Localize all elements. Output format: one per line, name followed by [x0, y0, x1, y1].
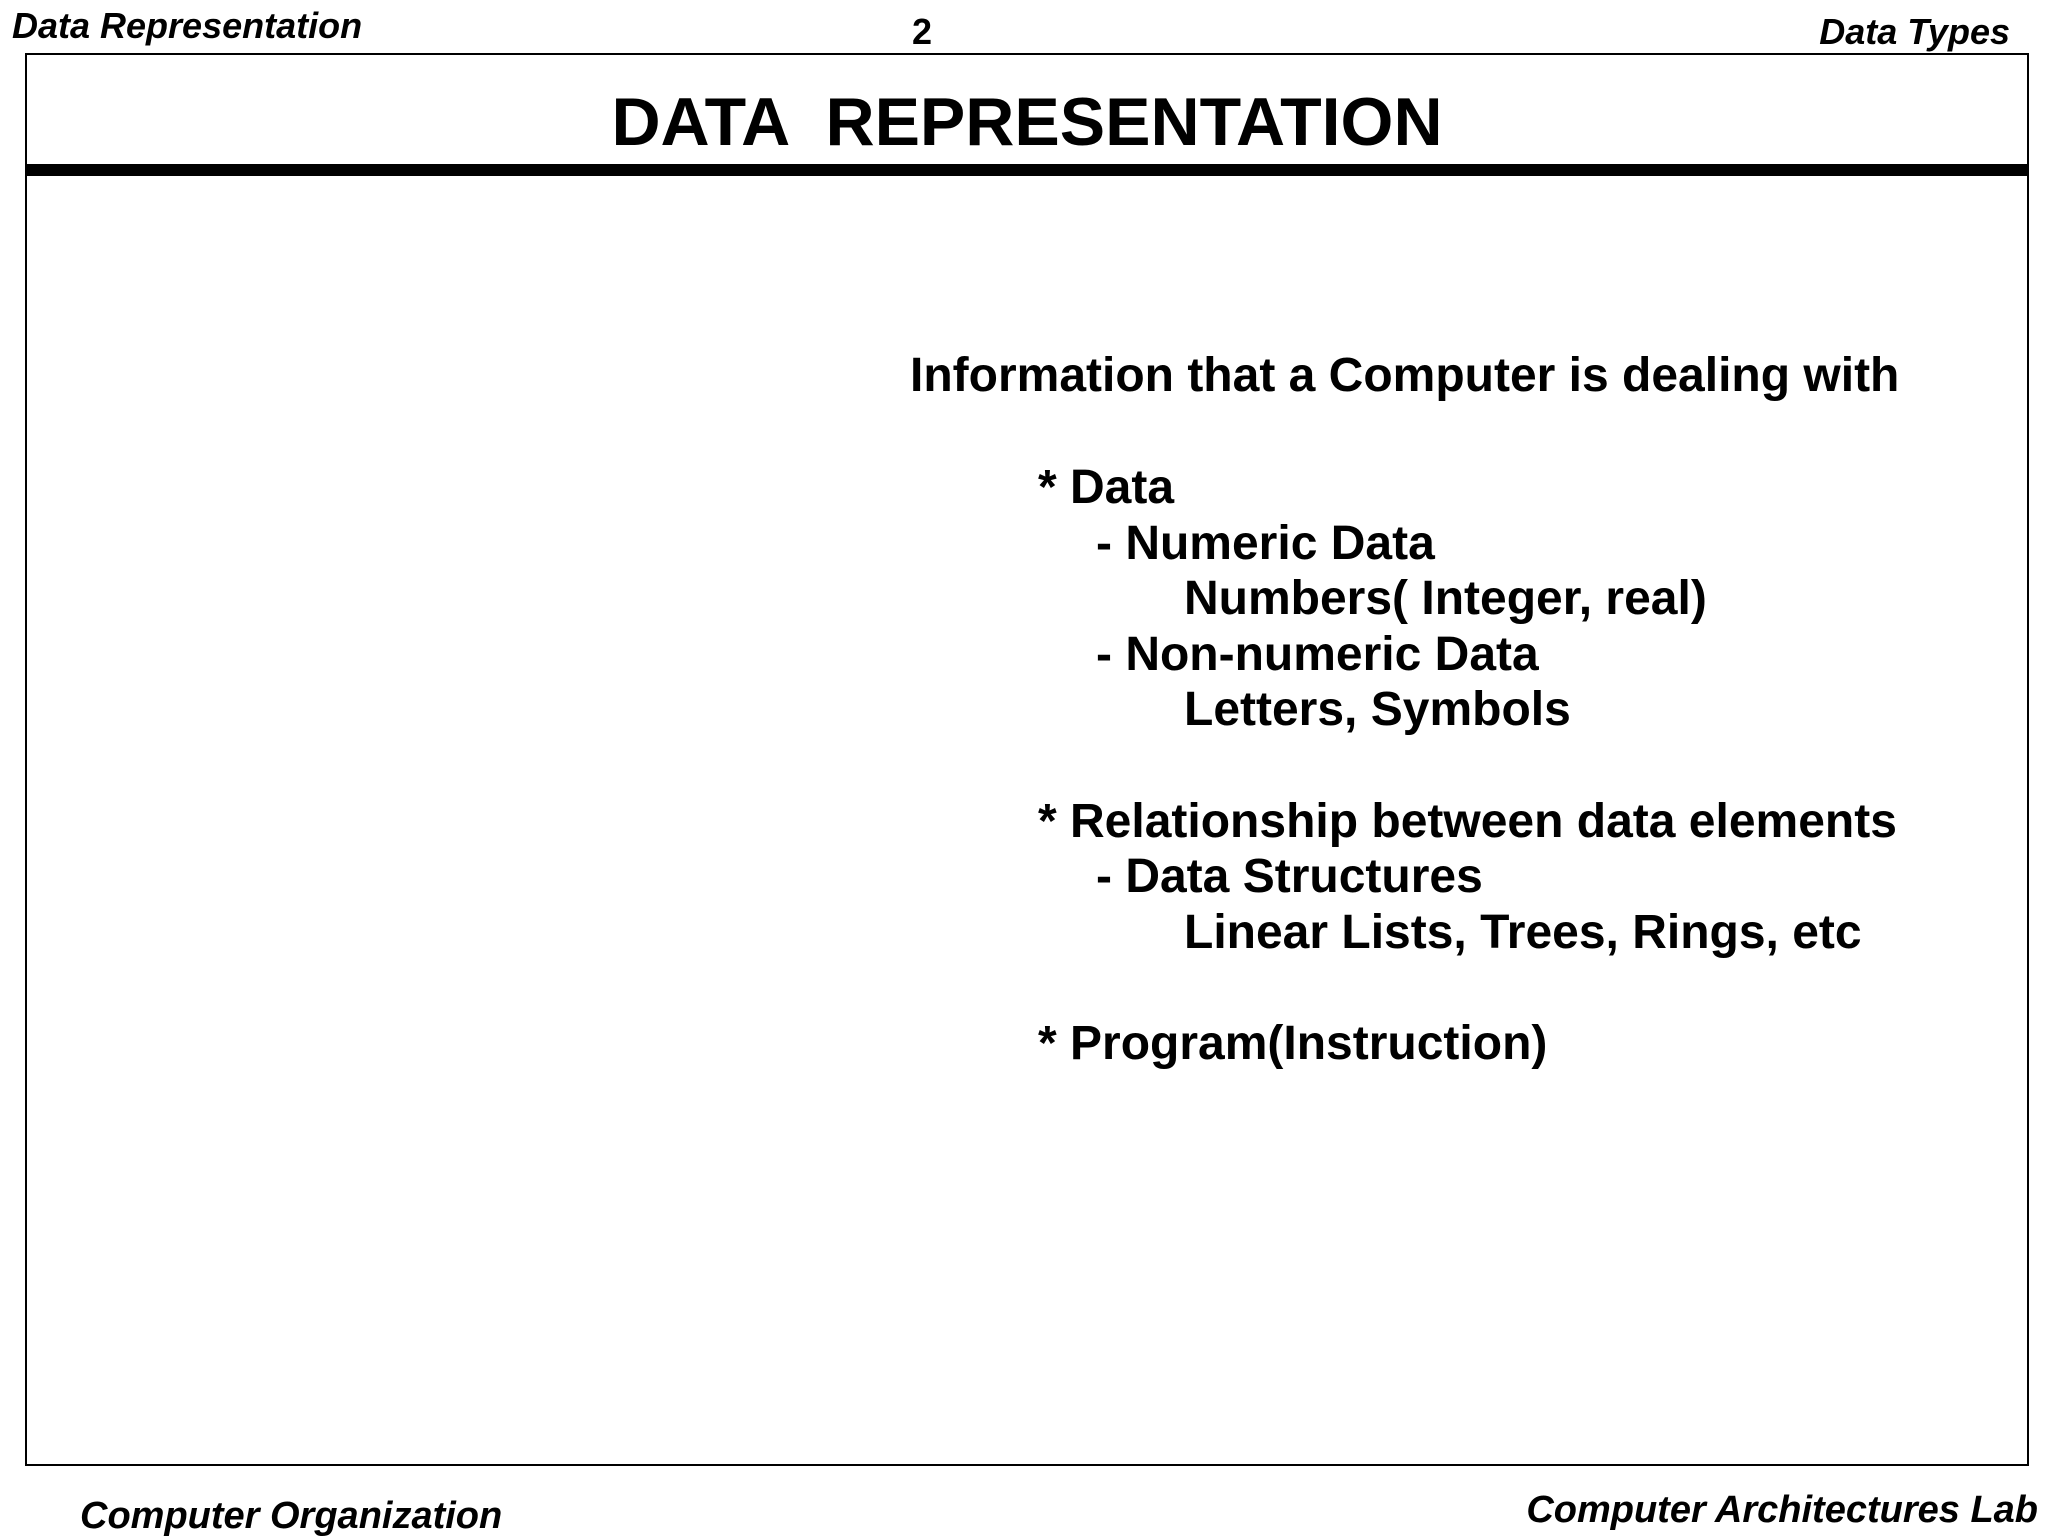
spacer — [1038, 738, 1897, 794]
content-outline — [1038, 460, 1897, 1072]
sub-bullet-numeric-data: - Numeric Data — [1096, 516, 1435, 570]
intro-line: Information that a Computer is dealing with — [910, 349, 1900, 402]
sub-bullet-non-numeric-data: - Non-numeric Data — [1096, 627, 1539, 681]
detail-structures: Linear Lists, Trees, Rings, etc — [1184, 905, 1862, 959]
bullet-data: * Data — [1038, 461, 1175, 514]
slide-title: DATA REPRESENTATION — [611, 84, 1443, 160]
detail-letters-symbols: Letters, Symbols — [1184, 683, 1571, 737]
spacer — [1038, 960, 1897, 1016]
footer-right-title: Computer Architectures Lab — [1526, 1489, 2038, 1531]
title-divider — [25, 164, 2029, 176]
header-left-title: Data Representation — [12, 5, 363, 46]
bullet-relationship: * Relationship between data elements — [1038, 794, 1897, 848]
page-number: 2 — [912, 11, 933, 52]
header-right-title: Data Types — [1819, 11, 2010, 52]
footer-left-title: Computer Organization — [80, 1495, 503, 1537]
sub-bullet-data-structures: - Data Structures — [1096, 850, 1483, 904]
detail-numbers: Numbers( Integer, real) — [1184, 572, 1707, 626]
bullet-program: * Program(Instruction) — [1038, 1016, 1548, 1070]
